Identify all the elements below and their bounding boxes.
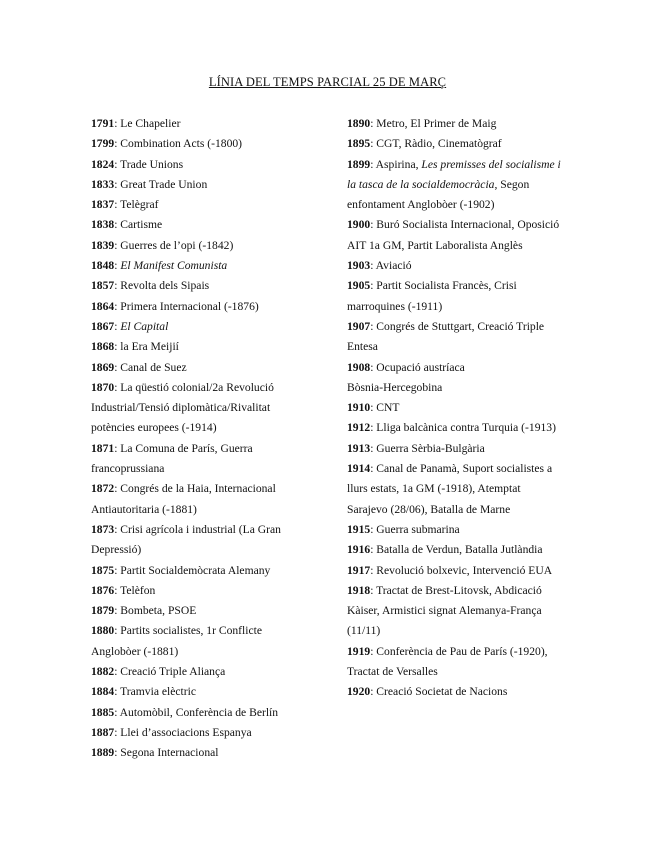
timeline-line — [347, 520, 577, 540]
timeline-line — [91, 378, 321, 398]
timeline-event-text: : — [114, 319, 121, 333]
timeline-year: 1905 — [347, 279, 371, 293]
timeline-event-text: : Telèfon — [114, 583, 156, 597]
timeline-year: 1908 — [347, 360, 371, 374]
timeline-event-text: : Great Trade Union — [114, 177, 208, 191]
timeline-event-text: : Buró Socialista Internacional, Oposició — [370, 218, 560, 232]
timeline-event-text: : Revolució bolxevic, Intervenció EUA — [370, 563, 553, 577]
timeline-line — [347, 175, 577, 195]
timeline-event-text: enfontament Anglobòer (-1902) — [347, 198, 495, 212]
timeline-line — [347, 337, 577, 357]
timeline-event-text: : Congrés de la Haia, Internacional — [114, 482, 276, 496]
timeline-event-text: Anglobòer (-1881) — [91, 644, 179, 658]
timeline-year: 1918 — [347, 583, 371, 597]
timeline-line — [91, 500, 321, 520]
timeline-event-text: : Bombeta, PSOE — [114, 604, 197, 618]
timeline-work-title: Les premisses del socialisme i — [421, 157, 561, 171]
timeline-event-text: : Metro, El Primer de Maig — [370, 117, 497, 130]
timeline-line — [347, 459, 577, 479]
timeline-year: 1910 — [347, 401, 371, 415]
timeline-line — [91, 723, 321, 743]
timeline-line — [91, 459, 321, 479]
timeline-event-text: : Guerres de l’opi (-1842) — [114, 238, 234, 252]
timeline-event-text: : la Era Meijií — [114, 340, 179, 354]
timeline-line — [347, 134, 577, 154]
timeline-line — [347, 439, 577, 459]
timeline-line — [91, 114, 321, 134]
timeline-event-text: Kàiser, Armistici signat Alemanya-França — [347, 604, 542, 618]
timeline-year: 1884 — [91, 685, 115, 699]
timeline-event-text: : La qüestió colonial/2a Revolució — [114, 380, 274, 394]
timeline-event-text: : Telègraf — [114, 198, 159, 212]
timeline-event-text: : Guerra submarina — [370, 522, 460, 536]
timeline-year: 1913 — [347, 441, 371, 455]
timeline-event-text: : Trade Unions — [114, 157, 184, 171]
timeline-year: 1915 — [347, 522, 371, 536]
timeline-year: 1875 — [91, 563, 115, 577]
timeline-line — [91, 601, 321, 621]
timeline-line — [91, 195, 321, 215]
timeline-year: 1907 — [347, 319, 371, 333]
timeline-event-text: : CNT — [370, 401, 400, 415]
timeline-year: 1833 — [91, 177, 115, 191]
timeline-line — [91, 337, 321, 357]
timeline-year: 1867 — [91, 319, 115, 333]
timeline-event-text: Antiautoritaria (-1881) — [91, 502, 197, 516]
timeline-line — [347, 378, 577, 398]
timeline-line — [91, 256, 321, 276]
timeline-line — [91, 297, 321, 317]
timeline-line — [91, 743, 321, 763]
timeline-event-text: : Ocupació austríaca — [370, 360, 465, 374]
timeline-year: 1864 — [91, 299, 115, 313]
timeline-event-text: : Partit Socialista Francès, Crisi — [370, 279, 517, 293]
timeline-event-text: : Primera Internacional (-1876) — [114, 299, 259, 313]
timeline-year: 1880 — [91, 624, 115, 638]
timeline-line — [347, 500, 577, 520]
timeline-event-text: : Crisi agrícola i industrial (La Gran — [114, 522, 281, 536]
timeline-work-title: El Manifest Comunista — [120, 259, 228, 273]
timeline-line — [91, 479, 321, 499]
timeline-line — [91, 134, 321, 154]
timeline-line — [347, 682, 577, 702]
timeline-year: 1917 — [347, 563, 371, 577]
timeline-year: 1868 — [91, 340, 115, 354]
timeline-year: 1873 — [91, 522, 115, 536]
timeline-line — [91, 439, 321, 459]
timeline-event-text: : Llei d’associacions Espanya — [114, 725, 252, 739]
timeline-line — [91, 520, 321, 540]
timeline-year: 1837 — [91, 198, 115, 212]
timeline-line — [91, 155, 321, 175]
timeline-event-text: Sarajevo (28/06), Batalla de Marne — [347, 502, 511, 516]
timeline-line — [91, 358, 321, 378]
timeline-event-text: llurs estats, 1a GM (-1918), Atemptat — [347, 482, 521, 496]
timeline-year: 1889 — [91, 746, 115, 760]
timeline-year: 1879 — [91, 604, 115, 618]
timeline-column-left — [91, 114, 321, 764]
timeline-line — [91, 662, 321, 682]
document-title: LÍNIA DEL TEMPS PARCIAL 25 DE MARÇ — [208, 75, 447, 89]
timeline-line — [91, 236, 321, 256]
timeline-event-text: : Guerra Sèrbia-Bulgària — [370, 441, 485, 455]
timeline-event-text: : Canal de Suez — [114, 360, 187, 374]
timeline-year: 1857 — [91, 279, 115, 293]
timeline-line — [91, 276, 321, 296]
timeline-year: 1824 — [91, 157, 115, 171]
timeline-line — [347, 561, 577, 581]
timeline-line — [91, 642, 321, 662]
timeline-line — [91, 682, 321, 702]
timeline-event-text: : Aspirina, — [370, 157, 422, 171]
timeline-year: 1903 — [347, 259, 371, 273]
timeline-year: 1838 — [91, 218, 115, 232]
timeline-event-text: potències europees (-1914) — [91, 421, 217, 435]
timeline-line — [347, 155, 577, 175]
timeline-year: 1848 — [91, 259, 115, 273]
timeline-line — [347, 317, 577, 337]
timeline-event-text: : Lliga balcànica contra Turquia (-1913) — [370, 421, 556, 435]
timeline-year: 1916 — [347, 543, 371, 557]
timeline-year: 1895 — [347, 137, 371, 151]
timeline-event-text: : Creació Triple Aliança — [114, 665, 226, 679]
timeline-year: 1914 — [347, 462, 371, 476]
timeline-year: 1885 — [91, 705, 115, 719]
timeline-event-text: : Automòbil, Conferència de Berlín — [114, 705, 279, 719]
timeline-column-right — [347, 114, 577, 703]
timeline-year: 1900 — [347, 218, 371, 232]
timeline-line — [347, 236, 577, 256]
timeline-event-text: : Revolta dels Sipais — [114, 279, 210, 293]
timeline-event-text: , Segon — [494, 177, 530, 191]
timeline-event-text: : La Comuna de París, Guerra — [114, 441, 253, 455]
timeline-year: 1890 — [347, 117, 371, 130]
timeline-event-text: Depressió) — [91, 543, 142, 557]
timeline-event-text: marroquines (-1911) — [347, 299, 443, 313]
timeline-line — [91, 581, 321, 601]
timeline-event-text: : Partit Socialdemòcrata Alemany — [114, 563, 271, 577]
timeline-event-text: : CGT, Ràdio, Cinematògraf — [370, 137, 502, 151]
timeline-line — [347, 256, 577, 276]
timeline-line — [91, 561, 321, 581]
timeline-event-text: : Batalla de Verdun, Batalla Jutlàndia — [370, 543, 543, 557]
timeline-event-text: : Canal de Panamà, Suport socialistes a — [370, 462, 553, 476]
timeline-line — [91, 317, 321, 337]
timeline-event-text: Industrial/Tensió diplomàtica/Rivalitat — [91, 401, 271, 415]
timeline-line — [91, 418, 321, 438]
timeline-line — [91, 621, 321, 641]
timeline-line — [347, 581, 577, 601]
timeline-line — [347, 358, 577, 378]
timeline-line — [347, 601, 577, 621]
timeline-year: 1882 — [91, 665, 115, 679]
timeline-work-title: la tasca de la socialdemocràcia — [347, 177, 495, 191]
timeline-year: 1872 — [91, 482, 115, 496]
timeline-event-text: (11/11) — [347, 624, 381, 638]
timeline-event-text: : Combination Acts (-1800) — [114, 137, 243, 151]
timeline-line — [347, 662, 577, 682]
timeline-line — [347, 195, 577, 215]
timeline-event-text: : Cartisme — [114, 218, 163, 232]
timeline-event-text: Bòsnia-Hercegobina — [347, 380, 443, 394]
timeline-line — [347, 398, 577, 418]
timeline-year: 1799 — [91, 137, 115, 151]
timeline-year: 1920 — [347, 685, 371, 699]
timeline-line — [347, 621, 577, 641]
timeline-event-text: : Partits socialistes, 1r Conflicte — [114, 624, 262, 638]
timeline-year: 1870 — [91, 380, 115, 394]
timeline-work-title: El Capital — [120, 319, 169, 333]
timeline-event-text: : Creació Societat de Nacions — [370, 685, 508, 699]
timeline-year: 1912 — [347, 421, 371, 435]
timeline-event-text: : Tractat de Brest-Litovsk, Abdicació — [370, 583, 542, 597]
timeline-year: 1839 — [91, 238, 115, 252]
timeline-event-text: : Aviació — [370, 259, 412, 273]
timeline-event-text: Tractat de Versalles — [347, 665, 438, 679]
timeline-line — [347, 276, 577, 296]
timeline-year: 1919 — [347, 644, 371, 658]
timeline-line — [347, 297, 577, 317]
timeline-event-text: : Congrés de Stuttgart, Creació Triple — [370, 319, 545, 333]
timeline-line — [347, 114, 577, 134]
timeline-event-text: : Conferència de Pau de París (-1920), — [370, 644, 548, 658]
timeline-year: 1887 — [91, 725, 115, 739]
timeline-event-text: : Segona Internacional — [114, 746, 219, 760]
timeline-year: 1899 — [347, 157, 371, 171]
timeline-line — [347, 215, 577, 235]
timeline-line — [347, 479, 577, 499]
timeline-event-text: AIT 1a GM, Partit Laboralista Anglès — [347, 238, 523, 252]
timeline-year: 1871 — [91, 441, 115, 455]
timeline-line — [91, 215, 321, 235]
timeline-year: 1876 — [91, 583, 115, 597]
timeline-event-text: : Tramvia elèctric — [114, 685, 196, 699]
timeline-line — [347, 540, 577, 560]
timeline-line — [91, 703, 321, 723]
timeline-event-text: : — [114, 259, 121, 273]
timeline-year: 1869 — [91, 360, 115, 374]
timeline-line — [91, 540, 321, 560]
timeline-event-text: francoprussiana — [91, 462, 165, 476]
timeline-year: 1791 — [91, 117, 115, 130]
timeline-line — [347, 418, 577, 438]
timeline-line — [91, 398, 321, 418]
timeline-line — [91, 175, 321, 195]
timeline-event-text: Entesa — [347, 340, 378, 354]
timeline-event-text: : Le Chapelier — [114, 117, 181, 130]
timeline-line — [347, 642, 577, 662]
